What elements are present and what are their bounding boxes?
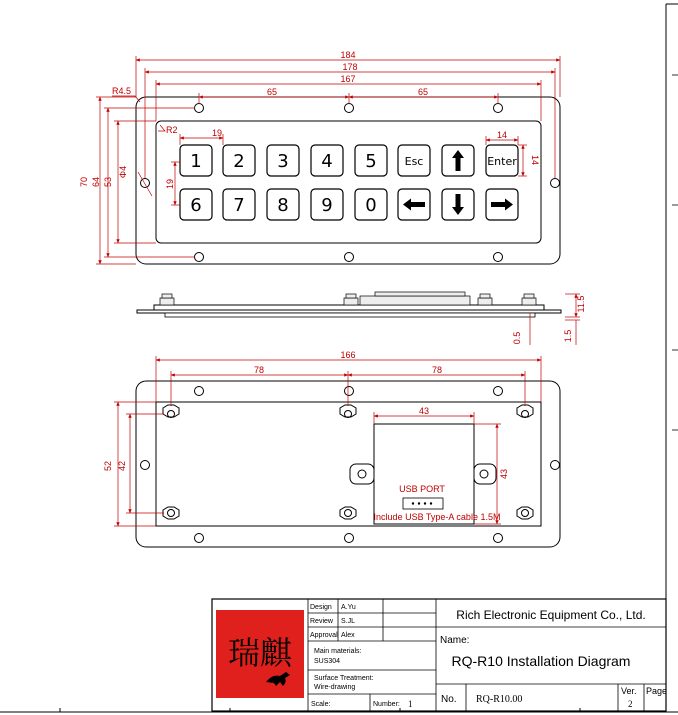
dim-height-inner: 64	[91, 176, 101, 188]
back-view	[103, 350, 560, 547]
side-view	[137, 292, 586, 345]
materials-label: Main materials:	[314, 648, 362, 655]
mounting-holes-front	[141, 104, 560, 262]
materials-value: SUS304	[314, 658, 341, 665]
number-label: Number:	[373, 701, 400, 708]
surface-label: Surface Treatment:	[314, 675, 374, 682]
usb-connector	[403, 498, 443, 509]
drawing-name: RQ-R10 Installation Diagram	[451, 653, 631, 669]
company-name: Rich Electronic Equipment Co., Ltd.	[456, 608, 646, 622]
dim-key-pitch: 19	[211, 128, 223, 138]
key-3	[267, 145, 299, 176]
logo-calligraphy: 瑞麒	[227, 634, 293, 672]
front-view	[79, 50, 560, 264]
dim-key-height: 14	[530, 154, 540, 166]
key-down	[442, 189, 474, 220]
cable-note: Include USB Type-A cable 1.5M	[373, 512, 501, 522]
svg-text:1: 1	[190, 151, 202, 172]
dim-side-panel: 1.5	[563, 329, 573, 343]
key-8	[267, 189, 299, 220]
scale-label: Scale:	[311, 701, 331, 708]
dim-height-panel: 53	[103, 176, 113, 188]
key-1	[180, 145, 212, 176]
review-label: Review	[310, 618, 333, 625]
dim-side-total: 11.5	[576, 295, 586, 313]
ver-value: 2	[628, 699, 633, 709]
dim-panel-width: 167	[340, 74, 356, 84]
svg-text:3: 3	[277, 151, 289, 172]
no-label: No.	[441, 694, 457, 705]
dim-back-pitch-right: 78	[431, 365, 443, 375]
dim-radius-inner: R2	[166, 125, 178, 135]
dim-inner-width: 178	[342, 62, 358, 72]
design-value: A.Yu	[341, 604, 356, 611]
approval-label: Approval	[310, 632, 338, 639]
ver-label: Ver.	[621, 686, 637, 696]
dim-back-height-inner: 42	[117, 460, 127, 472]
key-right	[486, 189, 518, 220]
svg-text:Esc: Esc	[404, 155, 424, 168]
key-6	[180, 189, 212, 220]
dim-back-height-outer: 52	[103, 460, 113, 472]
key-5	[355, 145, 387, 176]
svg-text:8: 8	[277, 195, 289, 216]
dim-overall-width: 184	[340, 50, 356, 60]
number-value: 1	[408, 699, 413, 709]
name-label: Name:	[440, 635, 470, 646]
dim-side-plate: 0.5	[512, 331, 522, 345]
front-outer-plate	[136, 97, 560, 264]
design-label: Design	[310, 604, 332, 611]
svg-text:Enter: Enter	[487, 155, 517, 168]
dim-pcb-width: 43	[418, 406, 430, 416]
key-0	[355, 189, 387, 220]
key-up	[442, 145, 474, 176]
key-enter	[486, 145, 518, 176]
svg-text:6: 6	[190, 195, 202, 216]
dim-pitch-left: 65	[266, 87, 278, 97]
surface-value: Wire-drawing	[314, 684, 356, 691]
dim-pitch-right: 65	[417, 87, 429, 97]
key-left	[398, 189, 430, 220]
dim-height-overall: 70	[79, 176, 89, 188]
svg-text:2: 2	[233, 151, 245, 172]
dim-pcb-height: 43	[499, 468, 509, 480]
title-block	[212, 599, 667, 711]
svg-text:7: 7	[233, 195, 245, 216]
svg-text:0: 0	[365, 195, 377, 216]
key-7	[223, 189, 255, 220]
svg-text:5: 5	[365, 151, 377, 172]
no-value: RQ-R10.00	[476, 694, 523, 705]
dim-hole-diameter: Φ4	[118, 165, 128, 179]
key-esc	[398, 145, 430, 176]
key-2	[223, 145, 255, 176]
front-inner-panel	[156, 121, 541, 243]
review-value: S.JL	[341, 618, 356, 625]
dim-key-width: 14	[496, 130, 508, 140]
key-4	[311, 145, 343, 176]
svg-text:9: 9	[321, 195, 333, 216]
usb-port-label: USB PORT	[399, 484, 445, 494]
dim-back-span: 166	[340, 350, 356, 360]
dim-radius-outer: R4.5	[112, 86, 132, 96]
key-9	[311, 189, 343, 220]
studs	[163, 405, 533, 519]
dim-back-pitch-left: 78	[253, 365, 265, 375]
page-label: Page	[646, 686, 668, 696]
approval-value: Alex	[341, 632, 355, 639]
svg-text:4: 4	[321, 151, 333, 172]
dim-row-pitch: 19	[165, 178, 175, 190]
